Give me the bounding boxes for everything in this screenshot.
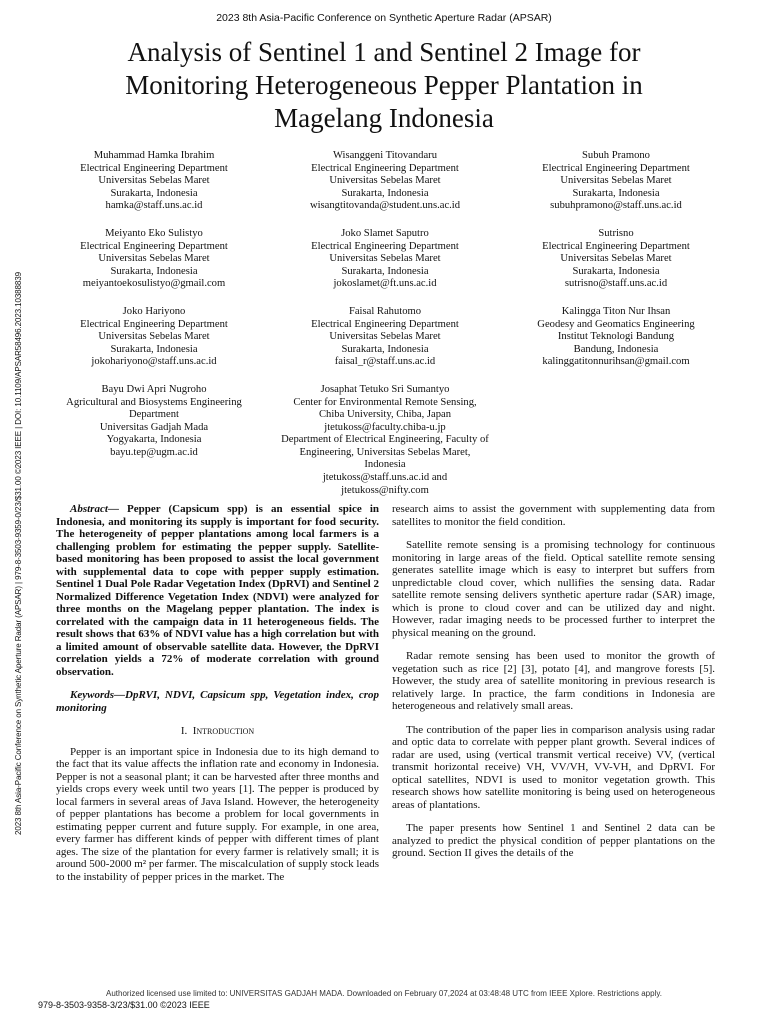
abstract xyxy=(56,503,379,678)
footer-license-note: Authorized licensed use limited to: UNIVERSITAS GADJAH MADA. Downloaded on February 07,2024 at 03:48:48 UTC from IEEE Xplore. Restrictions apply. xyxy=(106,989,662,998)
author-institution: Universitas Sebelas Maret xyxy=(98,331,210,343)
author-affiliation: Agricultural and Biosystems Engineering Department xyxy=(66,396,242,421)
author-institution: Universitas Sebelas Maret xyxy=(98,253,210,265)
author-affiliation: Electrical Engineering Department xyxy=(542,162,690,174)
author-institution: Universitas Sebelas Maret xyxy=(329,331,441,343)
author-email: sutrisno@staff.uns.ac.id xyxy=(564,278,668,290)
author-name: Muhammad Hamka Ibrahim xyxy=(93,150,215,161)
author-block xyxy=(271,384,499,497)
doi-side-note-text: 2023 8th Asia-Pacific Conference on Synthetic Aperture Radar (APSAR) | 979-8-3503-9359-0/23/$31.00 ©2023 IEEE | DOI: 10.1109/APSAR58496.2023.10388839 xyxy=(14,272,23,835)
author-affiliation: Electrical Engineering Department xyxy=(80,162,228,174)
author-name: Wisanggeni Titovandaru xyxy=(332,150,438,161)
author-email-3: jtetukoss@nifty.com xyxy=(341,484,429,496)
author-block xyxy=(40,228,268,291)
author-block xyxy=(40,306,268,369)
title-line: Magelang Indonesia xyxy=(274,103,494,133)
author-institution: Universitas Gadjah Mada xyxy=(99,421,209,433)
author-block xyxy=(271,306,499,369)
author-institution: Universitas Sebelas Maret xyxy=(560,175,672,187)
author-name: Meiyanto Eko Sulistyo xyxy=(105,227,203,239)
title-line: Analysis of Sentinel 1 and Sentinel 2 Image for xyxy=(127,37,641,67)
author-name: Kalingga Titon Nur Ihsan xyxy=(561,305,671,317)
author-affiliation-2: Department of Electrical Engineering, Faculty of Engineering, Universitas Sebelas Maret, Indonesia xyxy=(281,434,489,471)
author-name: Bayu Dwi Apri Nugroho xyxy=(101,383,207,395)
body-paragraph: Pepper is an important spice in Indonesia due to its high demand to the fact that its value affects the inflation rate and economy in Indonesia. Pepper is not a seasonal plant; it can be harvested after three months and yields crops every week until two years [1]. The pepper is produced by local farmers in several areas of Java Island. However, the heterogeneity of pepper plantations has become a problem for local governments in estimating pepper current and future supply. For example, in one area, every farmer has different kinds of pepper with different times of plant ages. The size of the plantation for every farmer is relatively small; it is around 500-2000 m² per farmer. The miscalculation of supply stock leads to the instability of pepper prices in the market. The xyxy=(56,745,379,883)
author-email: hamka@staff.uns.ac.id xyxy=(105,200,203,212)
author-affiliation: Electrical Engineering Department xyxy=(311,318,459,330)
author-institution: Institut Teknologi Bandung xyxy=(557,331,675,343)
author-block xyxy=(271,150,499,213)
author-city: Yogyakarta, Indonesia xyxy=(106,434,202,446)
author-city: Surakarta, Indonesia xyxy=(110,187,198,199)
author-email: kalinggatitonnurihsan@gmail.com xyxy=(542,356,690,368)
author-city: Surakarta, Indonesia xyxy=(572,265,660,277)
author-name: Josaphat Tetuko Sri Sumantyo xyxy=(320,383,450,395)
footer-isbn: 979-8-3503-9358-3/23/$31.00 ©2023 IEEE xyxy=(38,1000,210,1010)
author-city: Surakarta, Indonesia xyxy=(341,187,429,199)
author-block xyxy=(502,150,730,213)
author-city: Bandung, Indonesia xyxy=(573,343,659,355)
author-block xyxy=(40,384,268,497)
section-number: I. xyxy=(180,725,188,737)
author-email: subuhpramono@staff.uns.ac.id xyxy=(550,200,682,212)
body-paragraph: Radar remote sensing has been used to monitor the growth of vegetation such as rice [2] [3], potato [4], and mangrove forests [5]. However, the study area of satellite monitoring in previous research is relatively large. In practice, the farm conditions in Indonesia are heterogeneous and relatively small areas. xyxy=(392,650,715,712)
author-city: Surakarta, Indonesia xyxy=(341,265,429,277)
abstract-text: — Pepper (Capsicum spp) is an essential spice in Indonesia, and monitoring its supply is important for food security. The heterogeneity of pepper plantations among local farmers is a challenging problem for estimating the pepper supply. Satellite-based monitoring has been proposed to assist the local government with supplemental data to cope with pepper supply estimation. Sentinel 1 Dual Pole Radar Vegetation Index (DpRVI) and Sentinel 2 Normalized Difference Vegetation Index (NDVI) were analyzed for three months on the Magelang pepper plantation. The index is correlated with the campaign data in 11 heterogeneous fields. The result shows that 63% of NDVI value has a high correlation but with a limited amount of observable satellite data. However, the DpRVI correlation yields a 72% of moderate correlation with ground observation. xyxy=(56,503,379,678)
author-affiliation: Geodesy and Geomatics Engineering xyxy=(537,318,695,330)
author-city: Surakarta, Indonesia xyxy=(110,343,198,355)
author-institution: Universitas Sebelas Maret xyxy=(98,175,210,187)
title-line: Monitoring Heterogeneous Pepper Plantation in xyxy=(125,70,643,100)
author-email: faisal_r@staff.uns.ac.id xyxy=(334,356,436,368)
author-email: jokoslamet@ft.uns.ac.id xyxy=(333,278,437,290)
right-column xyxy=(392,503,715,871)
author-block xyxy=(40,150,268,213)
author-list xyxy=(40,150,730,497)
author-email-2: jtetukoss@staff.uns.ac.id and xyxy=(322,472,448,484)
author-affiliation: Electrical Engineering Department xyxy=(542,240,690,252)
author-name: Sutrisno xyxy=(598,227,634,239)
section-title: Introduction xyxy=(192,725,255,737)
author-email: jtetukoss@faculty.chiba-u.jp xyxy=(324,421,446,433)
author-city: Surakarta, Indonesia xyxy=(572,187,660,199)
body-paragraph: Satellite remote sensing is a promising technology for continuous monitoring in large areas of the field. Optical satellite remote sensing generates satellite image which is easy to interpret but suffers from unpredictable cloud cover, which nullifies the sensing data. Radar satellite remote sensing delivers synthetic aperture radar (SAR) image, which is prone to cloud cover and can be utilized day and night. However, radar imaging needs to be processed further to interpret the physical meaning on the ground. xyxy=(392,539,715,639)
author-affiliation: Electrical Engineering Department xyxy=(80,318,228,330)
paper-title xyxy=(60,36,708,135)
author-email: meiyantoekosulistyo@gmail.com xyxy=(82,278,226,290)
author-institution: Universitas Sebelas Maret xyxy=(560,253,672,265)
author-name: Faisal Rahutomo xyxy=(348,305,422,317)
author-institution: Universitas Sebelas Maret xyxy=(329,175,441,187)
author-affiliation: Electrical Engineering Department xyxy=(311,240,459,252)
author-block xyxy=(271,228,499,291)
body-paragraph: research aims to assist the government with supplementing data from satellites to monitor the field condition. xyxy=(392,503,715,528)
doi-side-note xyxy=(14,185,28,835)
author-email: bayu.tep@ugm.ac.id xyxy=(110,446,198,458)
author-affiliation: Electrical Engineering Department xyxy=(311,162,459,174)
body-paragraph: The contribution of the paper lies in comparison analysis using radar and optic data to correlate with pepper plant growth. Several indices of radar are used, using (vertical transmit vertical receive) VV, (vertical transmit horizontal receive) VH, VV/VH, VV-VH, and DpRVI. For optical satellites, NDVI is used to monitor vegetation growth. This research shows how satellite monitoring is being used on heterogeneous areas of plantations. xyxy=(392,723,715,811)
author-affiliation: Center for Environmental Remote Sensing, Chiba University, Chiba, Japan xyxy=(293,396,477,421)
author-affiliation: Electrical Engineering Department xyxy=(80,240,228,252)
body-paragraph: The paper presents how Sentinel 1 and Sentinel 2 data can be analyzed to predict the physical condition of pepper plantations on the ground. Section II gives the details of the xyxy=(392,822,715,859)
author-block xyxy=(502,228,730,291)
left-column xyxy=(56,503,379,894)
keywords: Keywords—DpRVI, NDVI, Capsicum spp, Vegetation index, crop monitoring xyxy=(56,689,379,714)
author-name: Joko Hariyono xyxy=(122,305,186,317)
author-email: jokohariyono@staff.uns.ac.id xyxy=(91,356,217,368)
author-name: Subuh Pramono xyxy=(582,150,650,161)
author-institution: Universitas Sebelas Maret xyxy=(329,253,441,265)
abstract-label: Abstract xyxy=(70,503,108,515)
author-name: Joko Slamet Saputro xyxy=(341,227,429,239)
author-block xyxy=(502,306,730,369)
section-heading xyxy=(56,725,379,738)
author-email: wisangtitovanda@student.uns.ac.id xyxy=(309,200,461,212)
conference-header: 2023 8th Asia-Pacific Conference on Synthetic Aperture Radar (APSAR) xyxy=(216,12,552,24)
author-city: Surakarta, Indonesia xyxy=(341,343,429,355)
author-city: Surakarta, Indonesia xyxy=(110,265,198,277)
